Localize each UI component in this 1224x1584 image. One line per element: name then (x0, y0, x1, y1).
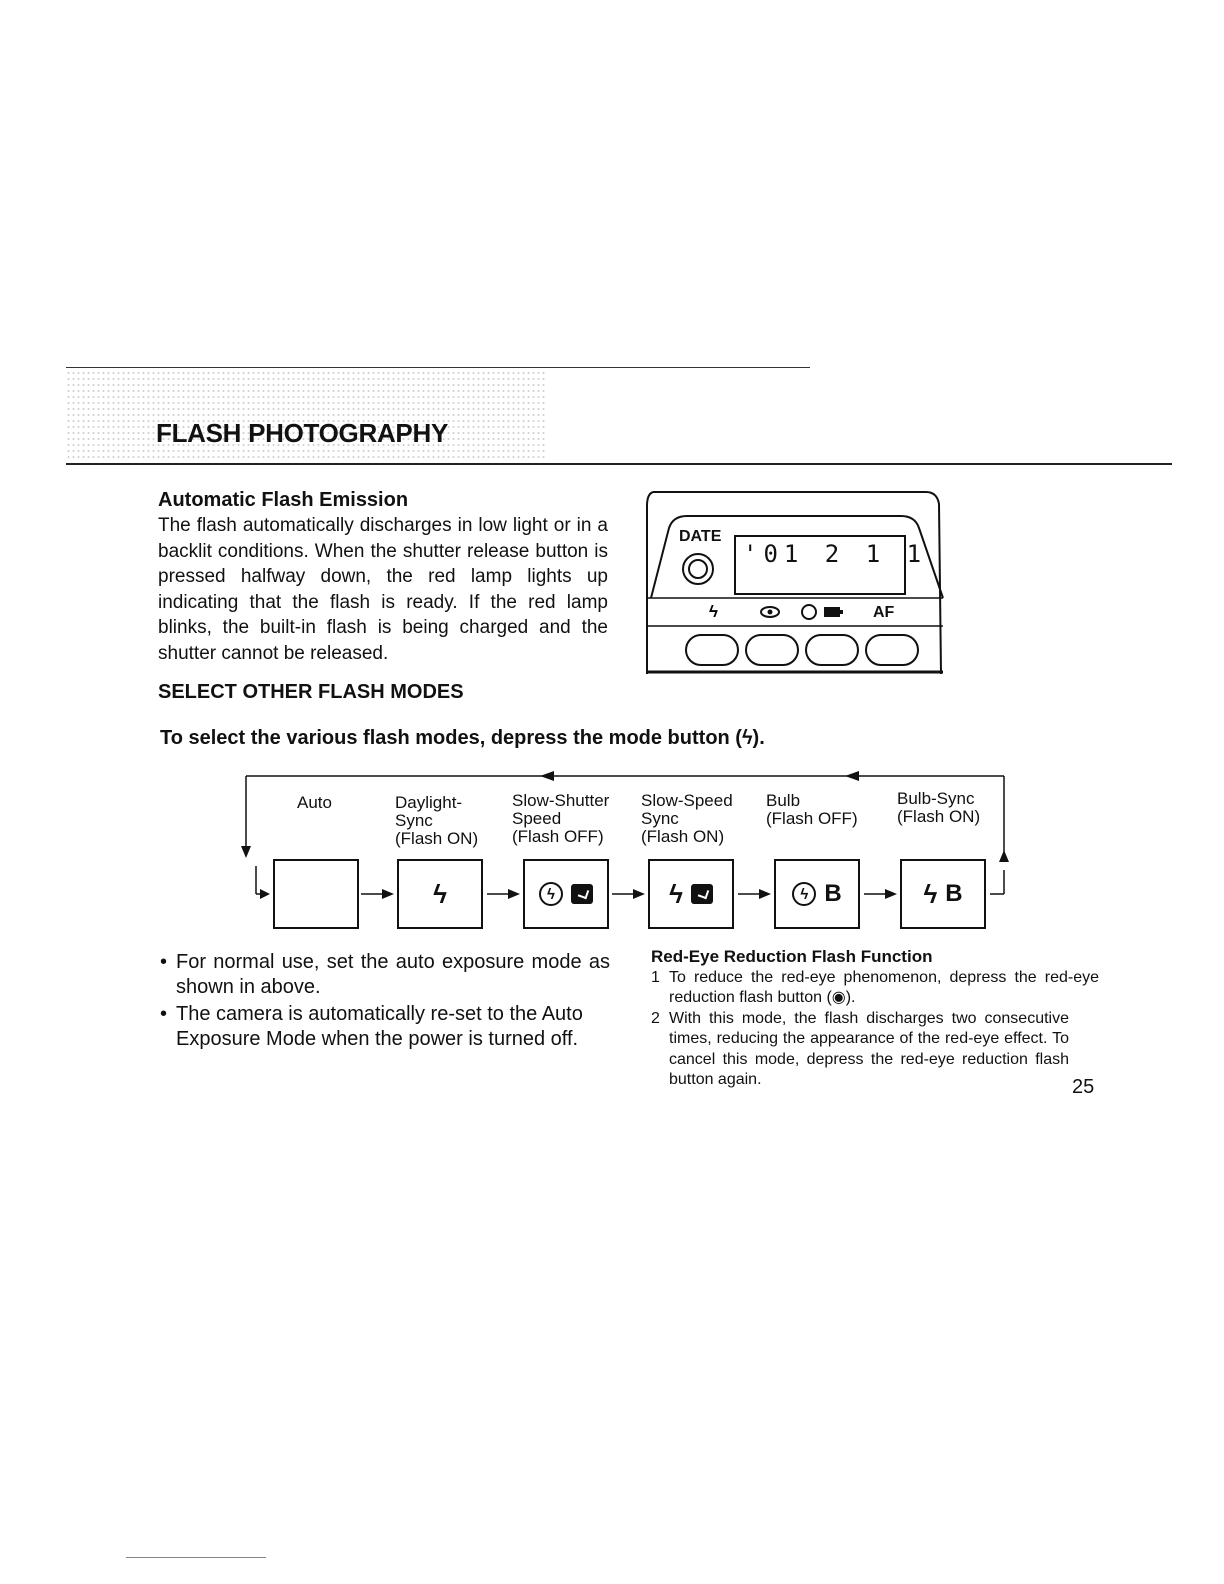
date-button-icon (683, 554, 713, 584)
usage-note-item: • For normal use, set the auto exposure mode as shown in above. (160, 951, 610, 998)
flash-icon: ϟ (709, 602, 718, 621)
return-arrow-icon (540, 771, 554, 781)
self-timer-icon (802, 605, 816, 619)
header-top-rule (66, 367, 810, 368)
af-label: AF (873, 604, 895, 621)
camera-panel-illustration (643, 488, 946, 674)
flash-mode-flow-diagram (230, 770, 1020, 945)
date-label: DATE (679, 528, 722, 545)
slow-shutter-icon (691, 884, 713, 904)
red-eye-step: 2 With this mode, the flash discharges two consecutive times, reducing the appearance of the red-eye effect. To cancel this mode, depress the red-eye reduction flash button again. (651, 1009, 1069, 1088)
camera-panel-drawing (643, 488, 946, 674)
panel-button-icon (806, 635, 858, 665)
flash-icon: ϟ (669, 878, 683, 909)
mode-box-auto (273, 859, 359, 929)
bullet-mark: • (160, 1003, 168, 1025)
return-arrow-icon (845, 771, 859, 781)
auto-flash-body: The flash automatically discharges in low light or in a backlit conditions. When the shutter release button is pressed halfway down, the red lamp lights up indicating that the flash is ready. If the red lamp blinks, the built-in flash is being charged and the shutter cannot be released. (158, 515, 608, 664)
no-flash-icon: ϟ (539, 882, 563, 906)
auto-flash-heading: Automatic Flash Emission (158, 489, 409, 511)
mode-box-bulb-sync (900, 859, 986, 929)
bullet-mark: • (160, 951, 168, 973)
flash-icon: ϟ (433, 878, 447, 909)
page-number: 25 (1072, 1076, 1095, 1098)
mode-box-bulb (774, 859, 860, 929)
mode-box-slow-speed-sync (648, 859, 734, 929)
panel-button-icon (686, 635, 738, 665)
slow-shutter-icon (571, 884, 593, 904)
mode-label-bulb: Bulb (Flash OFF) (766, 791, 858, 828)
usage-note-item: • The camera is automatically re-set to the Auto Exposure Mode when the power is turned off. (160, 1003, 583, 1050)
select-modes-instruction: To select the various flash modes, depress the mode button (ϟ). (160, 727, 765, 749)
red-eye-section (651, 947, 1099, 1091)
mode-label-daylight-sync: Daylight- Sync (Flash ON) (395, 793, 479, 848)
mode-box-daylight-sync (397, 859, 483, 929)
lcd-reading: '01 2 1 1 (743, 540, 928, 568)
mode-label-slow-speed-sync: Slow-Speed Sync (Flash ON) (641, 791, 733, 846)
no-flash-icon: ϟ (792, 882, 816, 906)
panel-button-icon (866, 635, 918, 665)
usage-notes (160, 950, 610, 1054)
bulb-b-glyph: B (945, 880, 963, 907)
mode-box-slow-shutter (523, 859, 609, 929)
mode-label-auto: Auto (297, 793, 332, 812)
mode-label-bulb-sync: Bulb-Sync (Flash ON) (897, 789, 981, 826)
header-bottom-rule (66, 463, 1172, 465)
page-title: FLASH PHOTOGRAPHY (156, 418, 448, 448)
flash-icon: ϟ (923, 878, 938, 909)
footer-rule (126, 1557, 266, 1558)
red-eye-step: 1 To reduce the red-eye phenomenon, depress the red-eye reduction flash button (◉). (651, 968, 1099, 1006)
select-modes-heading: SELECT OTHER FLASH MODES (158, 681, 464, 703)
panel-button-icon (746, 635, 798, 665)
bulb-b-glyph: B (824, 880, 842, 907)
mode-label-slow-shutter: Slow-Shutter Speed (Flash OFF) (512, 791, 610, 846)
battery-icon (824, 607, 840, 617)
red-eye-heading: Red-Eye Reduction Flash Function (651, 947, 933, 966)
